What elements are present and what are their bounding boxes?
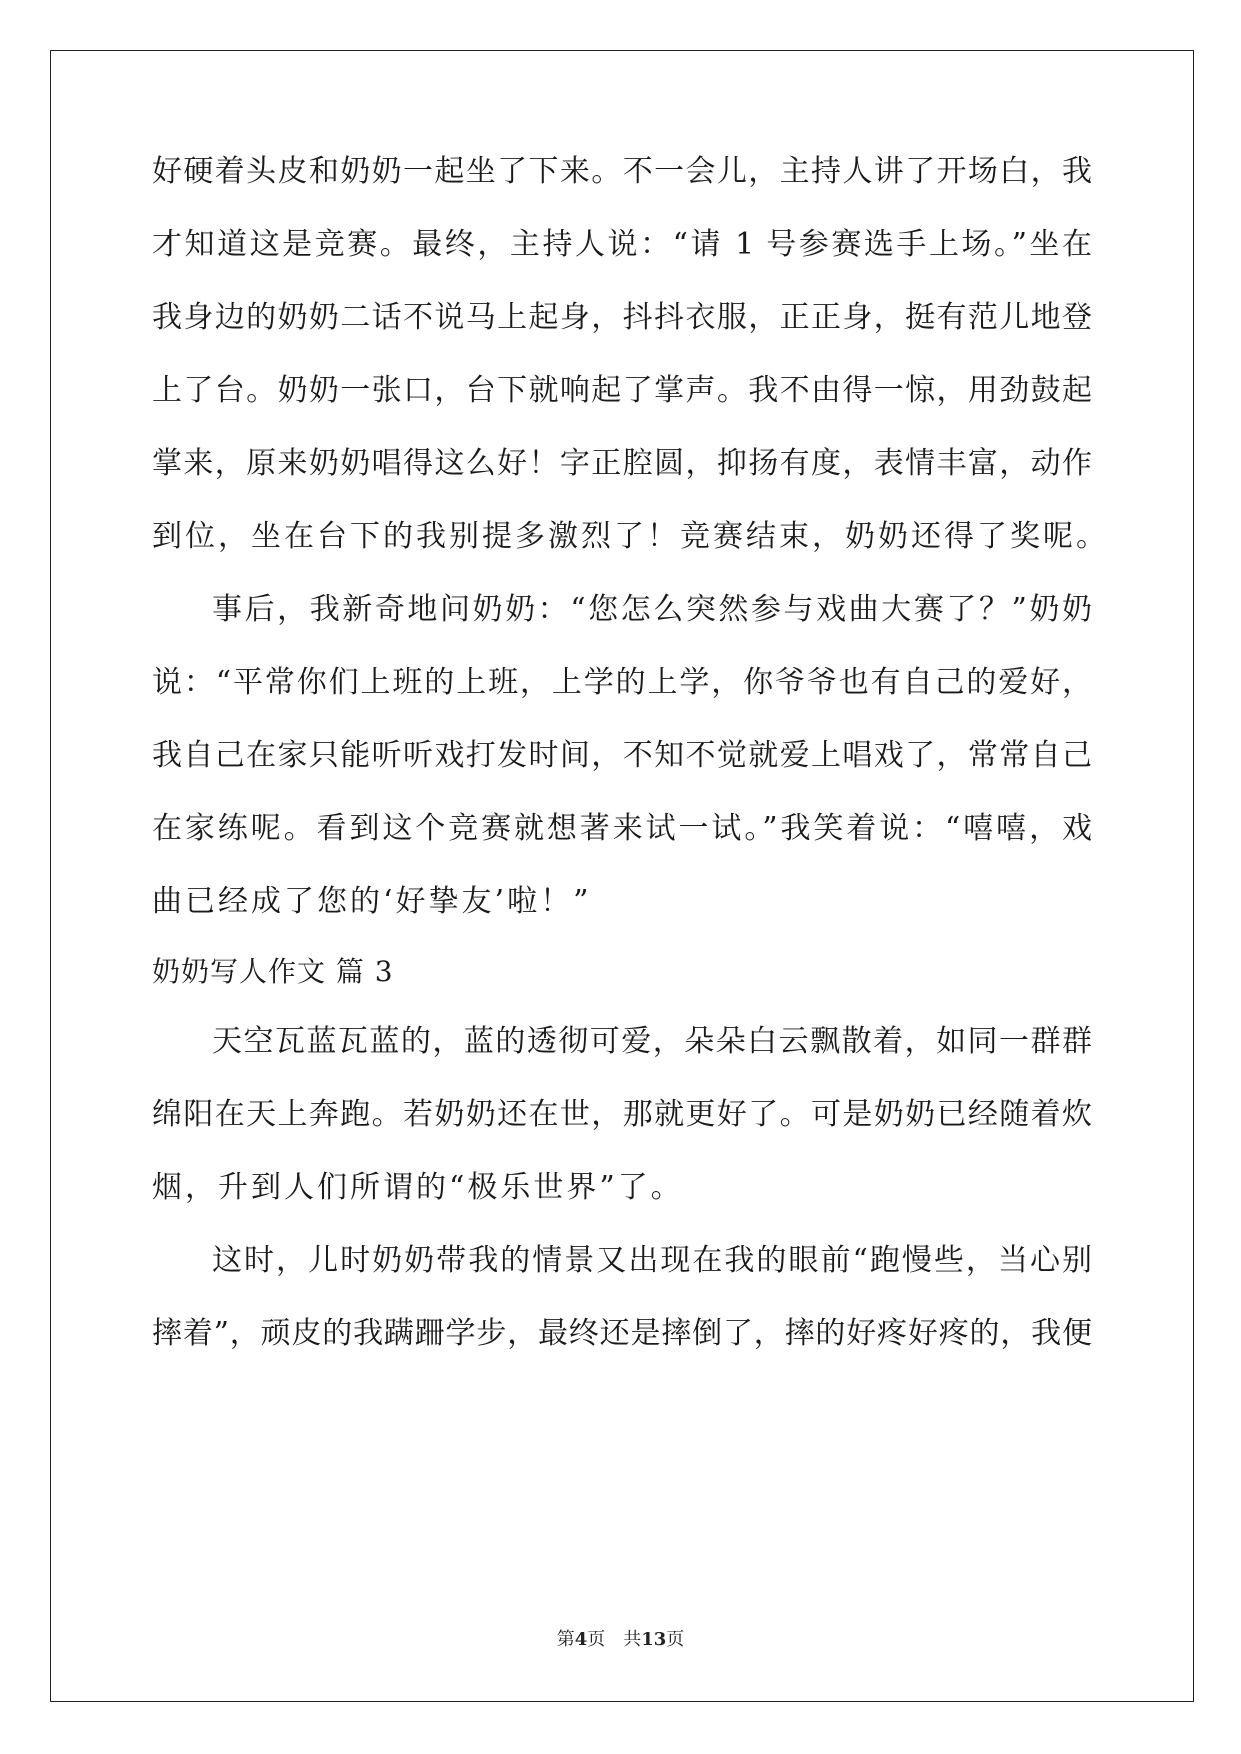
paragraph-line: 到位，坐在台下的我别提多激烈了！竞赛结束，奶奶还得了奖呢。 <box>152 519 1109 554</box>
paragraph-line: 在家练呢。看到这个竞赛就想著来试一试。”我笑着说：“嘻嘻，戏 <box>152 811 1092 846</box>
section-heading: 奶奶写人作文 篇 3 <box>152 955 394 988</box>
paragraph-line: 曲已经成了您的‘好挚友’啦！” <box>152 884 592 919</box>
paragraph-line: 我自己在家只能听听戏打发时间，不知不觉就爱上唱戏了，常常自己 <box>152 738 1092 773</box>
page-footer <box>0 1628 1241 1652</box>
paragraph-line: 绵阳在天上奔跑。若奶奶还在世，那就更好了。可是奶奶已经随着炊 <box>152 1097 1092 1132</box>
paragraph-line: 天空瓦蓝瓦蓝的，蓝的透彻可爱，朵朵白云飘散着，如同一群群 <box>212 1024 1092 1059</box>
page-number: 4 <box>574 1629 588 1650</box>
paragraph-line: 上了台。奶奶一张口，台下就响起了掌声。我不由得一惊，用劲鼓起 <box>152 373 1092 408</box>
paragraph-line: 摔着”，顽皮的我蹒跚学步，最终还是摔倒了，摔的好疼好疼的，我便 <box>152 1316 1092 1351</box>
paragraph-line: 烟，升到人们所谓的“极乐世界”了。 <box>152 1170 684 1205</box>
paragraph-line: 才知道这是竞赛。最终，主持人说：“请 1 号参赛选手上场。”坐在 <box>152 227 1092 262</box>
paragraph-line: 事后，我新奇地问奶奶：“您怎么突然参与戏曲大赛了？”奶奶 <box>212 592 1092 627</box>
paragraph-line: 好硬着头皮和奶奶一起坐了下来。不一会儿，主持人讲了开场白，我 <box>152 154 1092 189</box>
page-prefix: 第 <box>556 1629 575 1650</box>
paragraph-line: 我身边的奶奶二话不说马上起身，抖抖衣服，正正身，挺有范儿地登 <box>152 300 1092 335</box>
total-suffix: 页 <box>666 1629 685 1650</box>
paragraph-line: 掌来，原来奶奶唱得这么好！字正腔圆，抑扬有度，表情丰富，动作 <box>152 446 1092 481</box>
total-pages: 13 <box>641 1629 667 1650</box>
page-suffix: 页 <box>587 1629 606 1650</box>
total-prefix: 共 <box>623 1629 642 1650</box>
paragraph-line: 这时，儿时奶奶带我的情景又出现在我的眼前“跑慢些，当心别 <box>212 1243 1092 1278</box>
paragraph-line: 说：“平常你们上班的上班，上学的上学，你爷爷也有自己的爱好， <box>152 665 1092 700</box>
